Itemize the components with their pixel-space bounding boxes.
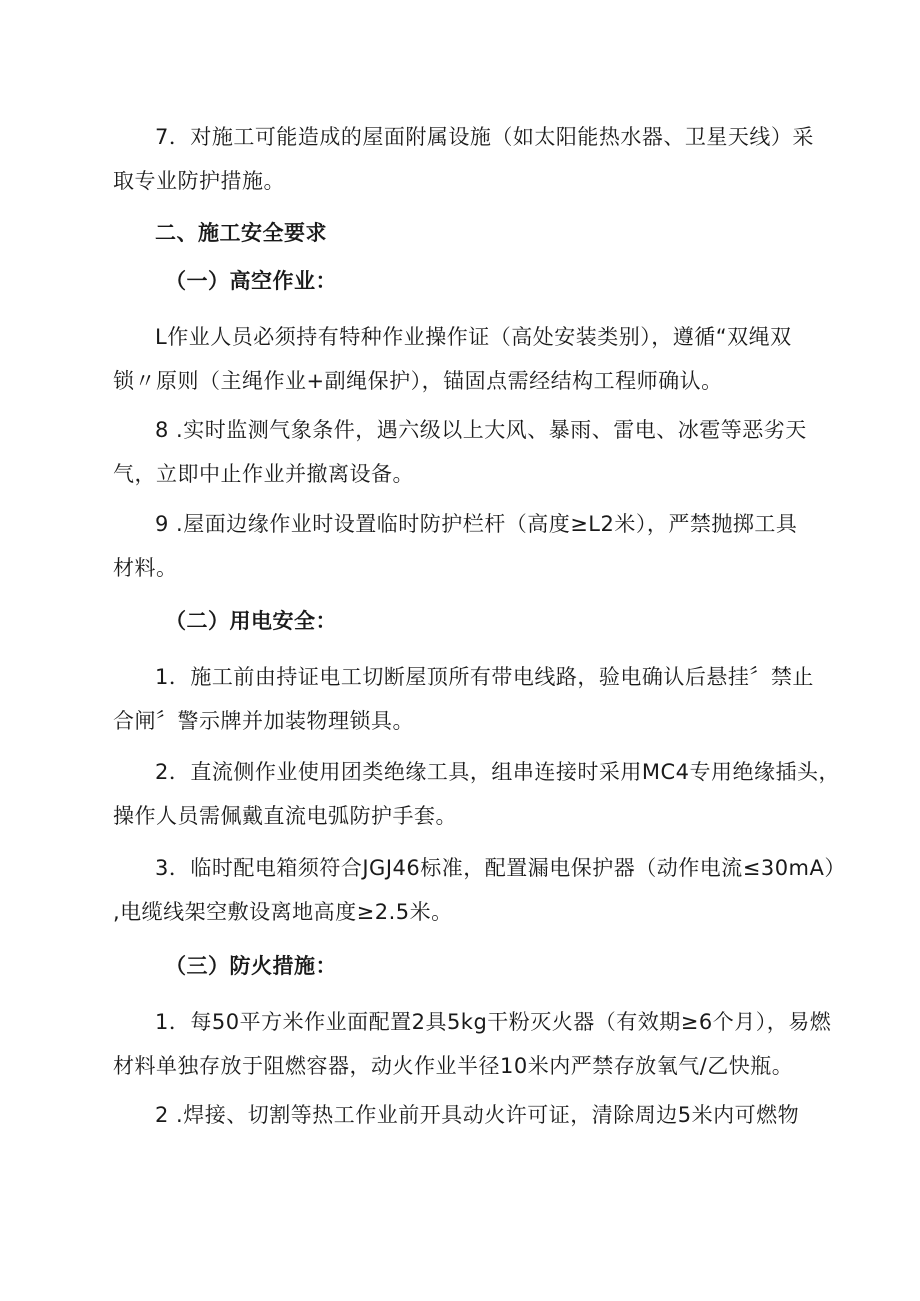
paragraph-line: 2 .焊接、切割等热工作业前开具动火许可证，清除周边5米内可燃物 [155, 1103, 800, 1127]
paragraph-line: 材料单独存放于阻燃容器，动火作业半径10米内严禁存放氧气/乙快瓶。 [113, 1054, 794, 1078]
subsection-title-fire-prevention: （三）防火措施： [165, 954, 337, 978]
paragraph-line: 取专业防护措施。 [113, 169, 285, 193]
subsection-title-electrical: （二）用电安全： [165, 609, 337, 633]
paragraph-line: 操作人员需佩戴直流电弧防护手套。 [113, 804, 457, 828]
paragraph-high-altitude-9 [113, 502, 813, 590]
paragraph-line: 气，立即中止作业并撤离设备。 [113, 462, 414, 486]
paragraph-line: 合闸〞警示牌并加装物理锁具。 [113, 709, 414, 733]
paragraph-electrical-1 [113, 655, 813, 743]
paragraph-item-7 [113, 115, 813, 203]
paragraph-line: 2．直流侧作业使用团类绝缘工具，组串连接时采用MC4专用绝缘插头， [155, 760, 841, 784]
paragraph-line: 1．施工前由持证电工切断屋顶所有带电线路，验电确认后悬挂〞禁止 [155, 665, 814, 689]
paragraph-electrical-3 [113, 846, 846, 934]
paragraph-high-altitude-1 [113, 315, 813, 403]
paragraph-high-altitude-8 [113, 408, 813, 496]
paragraph-line: 7．对施工可能造成的屋面附属设施（如太阳能热水器、卫星天线）采 [155, 125, 814, 149]
paragraph-line: 材料。 [113, 556, 178, 580]
section-title-construction-safety: 二、施工安全要求 [155, 221, 327, 245]
paragraph-line: 9 .屋面边缘作业时设置临时防护栏杆（高度≥L2米），严禁抛掷工具 [155, 512, 798, 536]
paragraph-line: ,电缆线架空敷设离地高度≥2.5米。 [113, 900, 453, 924]
paragraph-line: 1．每50平方米作业面配置2具5kg干粉灭火器（有效期≥6个月），易燃 [155, 1010, 832, 1034]
paragraph-line: L作业人员必须持有特种作业操作证（高处安装类别），遵循“双绳双 [155, 325, 792, 349]
paragraph-electrical-2 [113, 750, 841, 838]
paragraph-fire-2 [113, 1093, 813, 1137]
paragraph-fire-1 [113, 1000, 832, 1088]
subsection-title-high-altitude: （一）高空作业： [165, 269, 337, 293]
paragraph-line: 8 .实时监测气象条件，遇六级以上大风、暴雨、雷电、冰雹等恶劣天 [155, 418, 807, 442]
paragraph-line: 3．临时配电箱须符合JGJ46标准，配置漏电保护器（动作电流≤30mA） [155, 856, 846, 880]
paragraph-line: 锁〃原则（主绳作业+副绳保护），锚固点需经结构工程师确认。 [113, 369, 723, 393]
